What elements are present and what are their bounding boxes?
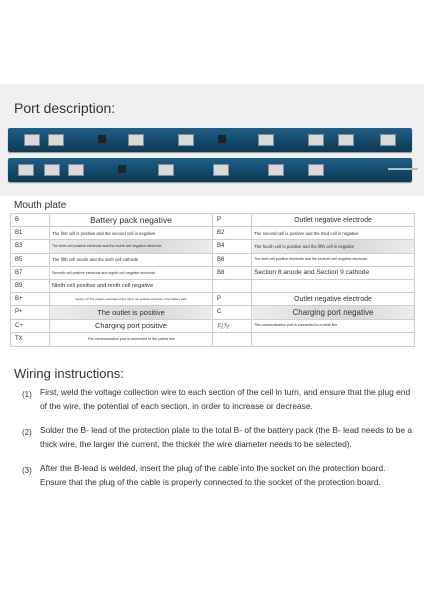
pin-description — [252, 279, 415, 292]
solder-pad — [48, 134, 64, 146]
solder-pad — [44, 164, 60, 176]
pin-description: Section 10 The positive electrode of the cell or the positive electrode of the battery pack — [50, 293, 213, 306]
pin-description: The third cell positive electrode and the fourth cell negative electrode — [50, 240, 213, 253]
table-row — [11, 293, 415, 306]
solder-pad — [268, 164, 284, 176]
table-row — [11, 332, 415, 346]
solder-pad — [178, 134, 194, 146]
pin-label: B5 — [11, 253, 50, 266]
solder-pad — [308, 134, 324, 146]
pin-label: B1 — [11, 227, 50, 240]
pin-label: B+ — [11, 293, 50, 306]
table-row — [11, 253, 415, 266]
chip — [218, 135, 226, 143]
protection-board-image-top — [8, 128, 412, 152]
chip — [118, 165, 126, 173]
pin-label — [213, 279, 252, 292]
pin-description: The fifth cell anode and the sixth cell cathode — [50, 253, 213, 266]
pin-label: TX — [11, 332, 50, 346]
pin-label: B4 — [213, 240, 252, 253]
solder-pad — [258, 134, 274, 146]
pin-label: B6 — [213, 253, 252, 266]
instruction-number: (1) — [22, 390, 32, 399]
table-row — [11, 306, 415, 319]
instruction-number: (2) — [22, 428, 32, 437]
lead-wire — [388, 168, 418, 170]
solder-pad — [380, 134, 396, 146]
solder-pad — [128, 134, 144, 146]
pin-description: This communication port is connected to a white line — [252, 319, 415, 332]
solder-pad — [308, 164, 324, 176]
pin-description: Charging port negative — [252, 306, 415, 319]
instruction-number: (3) — [22, 466, 32, 475]
pin-description: Ninth cell positive and tenth cell negative — [50, 279, 213, 292]
pin-description: Outlet negative electrode — [252, 293, 415, 306]
pin-description: Battery pack negative — [50, 214, 213, 227]
pin-label: B9 — [11, 279, 50, 292]
solder-pad — [24, 134, 40, 146]
instruction-item — [22, 424, 412, 451]
table-row — [11, 227, 415, 240]
pin-description: Section 8 anode and Section 9 cathode — [252, 266, 415, 279]
pin-description: The sixth cell positive electrode and the seventh cell negative electrode — [252, 253, 415, 266]
wiring-instructions-heading: Wiring instructions: — [14, 366, 124, 381]
solder-pad — [18, 164, 34, 176]
solder-pad — [338, 134, 354, 146]
pin-label: C — [213, 306, 252, 319]
pin-description: The communication port is connected to the yellow line — [50, 332, 213, 346]
table-row — [11, 240, 415, 253]
mouth-plate-heading: Mouth plate — [14, 200, 67, 211]
table-row — [11, 279, 415, 292]
pin-label — [213, 332, 252, 346]
pin-description: The second cell is positive and the third cell is negative — [252, 227, 415, 240]
pin-description: Outlet negative electrode — [252, 214, 415, 227]
pin-label: B — [11, 214, 50, 227]
pin-label: B8 — [213, 266, 252, 279]
instruction-item — [22, 462, 412, 489]
chip — [98, 135, 106, 143]
pin-label: B3 — [11, 240, 50, 253]
instruction-item — [22, 386, 412, 413]
pin-description: The first cell is positive and the second cell is negative — [50, 227, 213, 240]
pin-label: B7 — [11, 266, 50, 279]
pin-label: 均为 — [213, 319, 252, 332]
pin-description: Seventh cell positive electrode and eighth cell negative electrode — [50, 266, 213, 279]
table-row — [11, 266, 415, 279]
pin-description: The outlet is positive — [50, 306, 213, 319]
solder-pad — [213, 164, 229, 176]
pin-label: C+ — [11, 319, 50, 332]
solder-pad — [158, 164, 174, 176]
pin-label: P — [213, 214, 252, 227]
solder-pad — [68, 164, 84, 176]
pin-label: B2 — [213, 227, 252, 240]
pin-description: The fourth cell is positive and the fifth cell is negative — [252, 240, 415, 253]
instruction-text: After the B-lead is welded, insert the plug of the cable into the socket on the protection board. Ensure that the plug of the cable is properly connected to the socket of the protection board. — [40, 463, 386, 487]
pin-label: P+ — [11, 306, 50, 319]
table-row — [11, 319, 415, 332]
pin-label: P — [213, 293, 252, 306]
port-description-heading: Port description: — [14, 100, 116, 116]
pin-description: Charging port positive — [50, 319, 213, 332]
table-row — [11, 214, 415, 227]
pin-description — [252, 332, 415, 346]
instruction-text: First, weld the voltage collection wire to each section of the cell in turn, and ensure that the plug end of the wire, the potential of each section, in order to increase or decrease. — [40, 387, 411, 411]
instruction-text: Solder the B- lead of the protection plate to the total B- of the battery pack (the B- lead needs to be a thick wire, the larger the current, the thicker the wire diameter needs to be selected). — [40, 425, 412, 449]
protection-board-image-bottom — [8, 158, 412, 182]
pin-table — [10, 213, 415, 347]
